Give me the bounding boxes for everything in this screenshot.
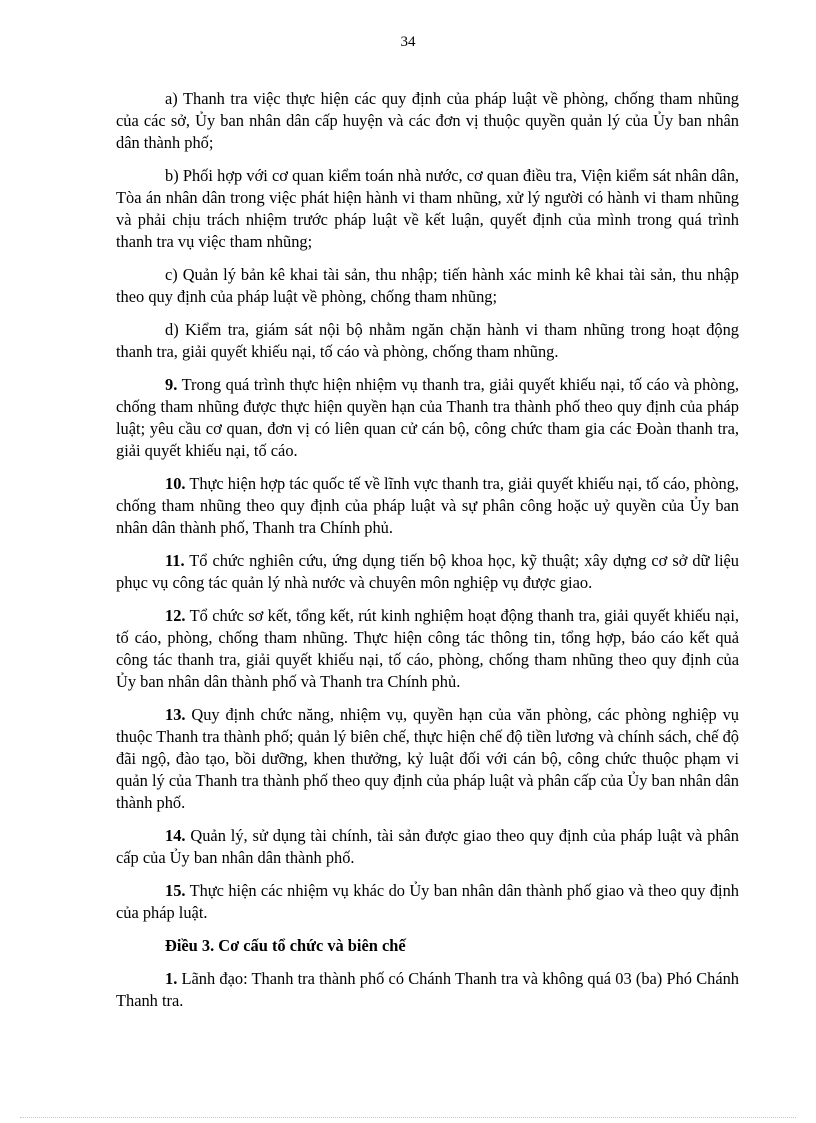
paragraph-text: Lãnh đạo: Thanh tra thành phố có Chánh Thanh tra và không quá 03 (ba) Phó Chánh Thanh tra. xyxy=(116,969,739,1010)
paragraph-text: Tổ chức nghiên cứu, ứng dụng tiến bộ khoa học, kỹ thuật; xây dựng cơ sở dữ liệu phục vụ công tác quản lý nhà nước và chuyên môn nghiệp vụ được giao. xyxy=(116,551,739,592)
clause-9 xyxy=(116,374,739,462)
paragraph-text: c) Quản lý bản kê khai tài sản, thu nhập; tiến hành xác minh kê khai tài sản, thu nhập theo quy định của pháp luật về phòng, chống tham nhũng; xyxy=(116,265,739,306)
paragraph-d xyxy=(116,319,739,363)
clause-number: 10. xyxy=(165,474,186,493)
paragraph-b xyxy=(116,165,739,253)
clause-number: 13. xyxy=(165,705,186,724)
clause-number: 9. xyxy=(165,375,178,394)
paragraph-text: a) Thanh tra việc thực hiện các quy định của pháp luật về phòng, chống tham nhũng của các sở, Ủy ban nhân dân cấp huyện và các đơn vị thuộc quyền quản lý của Ủy ban nhân dân thành phố; xyxy=(116,89,739,152)
paragraph-text: Tổ chức sơ kết, tổng kết, rút kinh nghiệm hoạt động thanh tra, giải quyết khiếu nại, tố cáo, phòng, chống tham nhũng. Thực hiện công tác thông tin, tổng hợp, báo cáo kết quả công tác thanh tra, giải quyết khiếu nại, tố cáo, phòng, chống tham nhũng theo quy định của Ủy ban nhân dân thành phố và Thanh tra Chính phủ. xyxy=(116,606,739,691)
document-body xyxy=(116,88,739,1023)
article-3-heading: Điều 3. Cơ cấu tổ chức và biên chế xyxy=(165,936,406,955)
paragraph-text: Thực hiện các nhiệm vụ khác do Ủy ban nhân dân thành phố giao và theo quy định của pháp luật. xyxy=(116,881,739,922)
paragraph-text: Thực hiện hợp tác quốc tế về lĩnh vực thanh tra, giải quyết khiếu nại, tố cáo, phòng, chống tham nhũng theo quy định của pháp luật và sự phân công hoặc uỷ quyền của Ủy ban nhân dân thành phố, Thanh tra Chính phủ. xyxy=(116,474,739,537)
clause-13 xyxy=(116,704,739,814)
clause-number: 11. xyxy=(165,551,185,570)
clause-15 xyxy=(116,880,739,924)
paragraph-text: Quản lý, sử dụng tài chính, tài sản được giao theo quy định của pháp luật và phân cấp của Ủy ban nhân dân thành phố. xyxy=(116,826,739,867)
paragraph-text: d) Kiểm tra, giám sát nội bộ nhằm ngăn chặn hành vi tham nhũng trong hoạt động thanh tra, giải quyết khiếu nại, tố cáo và phòng, chống tham nhũng. xyxy=(116,320,739,361)
clause-number: 12. xyxy=(165,606,186,625)
paragraph-text: b) Phối hợp với cơ quan kiểm toán nhà nước, cơ quan điều tra, Viện kiểm sát nhân dân, Tòa án nhân dân trong việc phát hiện hành vi tham nhũng, xử lý người có hành vi tham nhũng và phải chịu trách nhiệm trước pháp luật về kết luận, quyết định của mình trong quá trình thanh tra vụ việc tham nhũng; xyxy=(116,166,739,251)
clause-14 xyxy=(116,825,739,869)
page-number: 34 xyxy=(400,34,416,50)
clause-10 xyxy=(116,473,739,539)
page-bottom-divider xyxy=(20,1117,796,1118)
paragraph-c xyxy=(116,264,739,308)
clause-12 xyxy=(116,605,739,693)
paragraph-text: Trong quá trình thực hiện nhiệm vụ thanh tra, giải quyết khiếu nại, tố cáo và phòng, chống tham nhũng được thực hiện quyền hạn của Thanh tra thành phố theo quy định của pháp luật; yêu cầu cơ quan, đơn vị có liên quan cử cán bộ, công chức tham gia các Đoàn thanh tra, giải quyết khiếu nại, tố cáo. xyxy=(116,375,739,460)
clause-11 xyxy=(116,550,739,594)
clause-number: 15. xyxy=(165,881,186,900)
clause-number: 14. xyxy=(165,826,186,845)
paragraph-a xyxy=(116,88,739,154)
article-3-clause-1 xyxy=(116,968,739,1012)
paragraph-text: Quy định chức năng, nhiệm vụ, quyền hạn của văn phòng, các phòng nghiệp vụ thuộc Thanh tra thành phố; quản lý biên chế, thực hiện chế độ tiền lương và chính sách, chế độ đãi ngộ, đào tạo, bồi dưỡng, khen thưởng, kỷ luật đối với cán bộ, công chức thuộc phạm vi quản lý của Thanh tra thành phố theo quy định của pháp luật và phân cấp của Ủy ban nhân dân thành phố. xyxy=(116,705,739,812)
clause-number: 1. xyxy=(165,969,178,988)
